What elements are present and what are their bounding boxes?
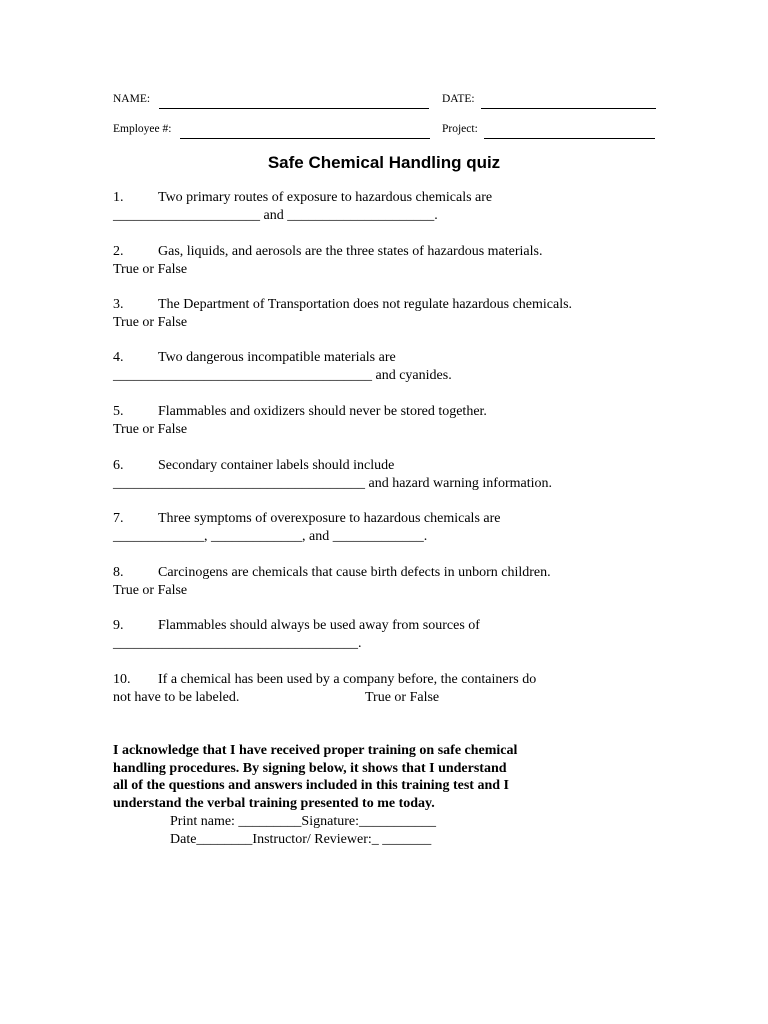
true-false-choice: True or False — [113, 583, 188, 598]
project-label: Project: — [442, 123, 478, 135]
true-false-choice: True or False — [113, 315, 188, 330]
employee-number-field[interactable] — [180, 124, 430, 139]
question-number: 6. — [113, 458, 124, 473]
date-label: DATE: — [442, 93, 475, 105]
answer-line: _____________, _____________, and _____________. — [113, 529, 428, 544]
question-text: Flammables should always be used away from sources of — [158, 618, 480, 633]
question-text: If a chemical has been used by a company before, the containers do — [158, 672, 537, 687]
question-number: 7. — [113, 511, 124, 526]
question-text: Three symptoms of overexposure to hazardous chemicals are — [158, 511, 501, 526]
date-reviewer-line[interactable]: Date________Instructor/ Reviewer:_ _______ — [170, 832, 432, 847]
question-number: 10. — [113, 672, 131, 687]
answer-line: ___________________________________. — [113, 636, 362, 651]
answer-line: ____________________________________ and hazard warning information. — [113, 476, 552, 491]
question-text: The Department of Transportation does not regulate hazardous chemicals. — [158, 297, 573, 312]
true-false-choice: True or False — [113, 262, 188, 277]
project-field[interactable] — [484, 124, 655, 139]
name-label: NAME: — [113, 93, 151, 105]
print-name-signature-line[interactable]: Print name: _________Signature:___________ — [170, 814, 436, 829]
page-title: Safe Chemical Handling quiz — [267, 153, 501, 172]
question-text: Secondary container labels should include — [158, 458, 395, 473]
employee-number-label: Employee #: — [113, 123, 172, 135]
name-field[interactable] — [159, 94, 429, 109]
acknowledgement-line: all of the questions and answers included in this training test and I — [113, 778, 509, 793]
date-field[interactable] — [481, 94, 656, 109]
true-false-choice: True or False — [113, 422, 188, 437]
question-text: Two primary routes of exposure to hazardous chemicals are — [158, 190, 493, 205]
question-number: 3. — [113, 297, 124, 312]
acknowledgement-line: handling procedures. By signing below, it shows that I understand — [113, 761, 507, 776]
true-false-choice: True or False — [365, 690, 440, 705]
question-text-continued: not have to be labeled. — [113, 690, 240, 705]
question-text: Flammables and oxidizers should never be stored together. — [158, 404, 487, 419]
acknowledgement-line: understand the verbal training presented to me today. — [113, 796, 435, 811]
acknowledgement-line: I acknowledge that I have received proper training on safe chemical — [113, 743, 518, 758]
question-text: Gas, liquids, and aerosols are the three states of hazardous materials. — [158, 244, 543, 259]
question-number: 1. — [113, 190, 124, 205]
question-number: 8. — [113, 565, 124, 580]
question-text: Carcinogens are chemicals that cause birth defects in unborn children. — [158, 565, 551, 580]
question-number: 4. — [113, 350, 124, 365]
question-number: 5. — [113, 404, 124, 419]
answer-line: _____________________ and _____________________. — [113, 208, 438, 223]
answer-line: _____________________________________ and cyanides. — [113, 368, 452, 383]
question-text: Two dangerous incompatible materials are — [158, 350, 396, 365]
question-number: 2. — [113, 244, 124, 259]
question-number: 9. — [113, 618, 124, 633]
